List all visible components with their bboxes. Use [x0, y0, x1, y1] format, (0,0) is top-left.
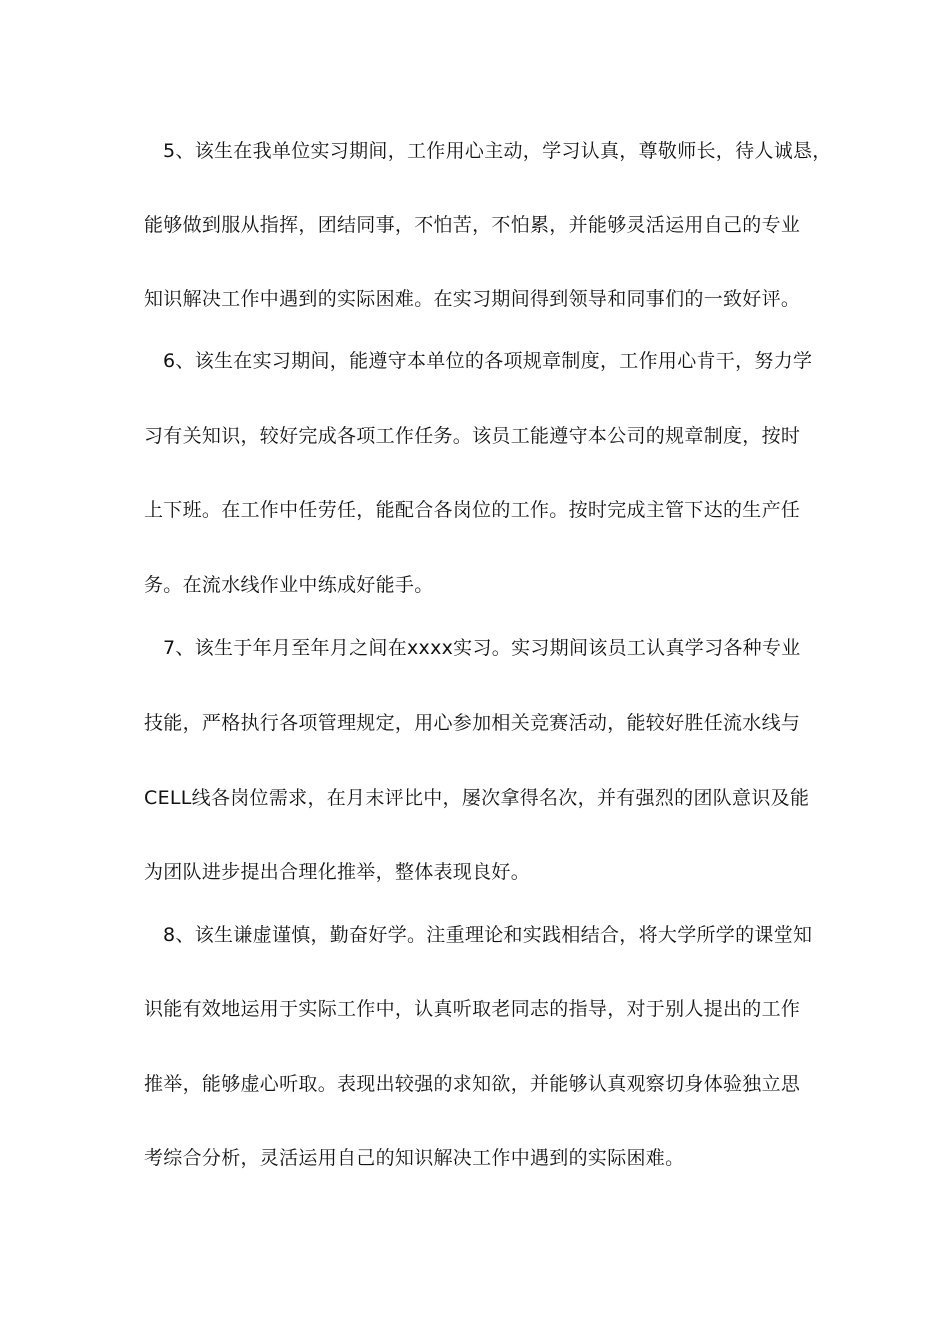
paragraph-7-line-3: CELL线各岗位需求，在月末评比中，屡次拿得名次，并有强烈的团队意识及能 — [144, 787, 810, 809]
paragraph-5-line-1: 5、该生在我单位实习期间，工作用心主动，学习认真，尊敬师长，待人诚恳， — [163, 140, 832, 162]
paragraph-5-line-2: 能够做到服从指挥，团结同事，不怕苦，不怕累，并能够灵活运用自己的专业 — [144, 214, 801, 236]
paragraph-7-line-1: 7、该生于年月至年月之间在xxxx实习。实习期间该员工认真学习各种专业 — [163, 637, 801, 659]
paragraph-6-line-3: 上下班。在工作中任劳任，能配合各岗位的工作。按时完成主管下达的生产任 — [144, 499, 801, 521]
paragraph-7-line-2: 技能，严格执行各项管理规定，用心参加相关竞赛活动，能较好胜任流水线与 — [144, 712, 801, 734]
paragraph-6-line-2: 习有关知识，较好完成各项工作任务。该员工能遵守本公司的规章制度，按时 — [144, 425, 801, 447]
paragraph-8-line-4: 考综合分析，灵活运用自己的知识解决工作中遇到的实际困难。 — [144, 1147, 685, 1169]
paragraph-6-line-1: 6、该生在实习期间，能遵守本单位的各项规章制度，工作用心肯干，努力学 — [163, 350, 813, 372]
paragraph-5-line-3: 知识解决工作中遇到的实际困难。在实习期间得到领导和同事们的一致好评。 — [144, 288, 801, 310]
paragraph-7-line-4: 为团队进步提出合理化推举，整体表现良好。 — [144, 861, 531, 883]
paragraph-8-line-1: 8、该生谦虚谨慎，勤奋好学。注重理论和实践相结合，将大学所学的课堂知 — [163, 924, 813, 946]
paragraph-6-line-4: 务。在流水线作业中练成好能手。 — [144, 574, 434, 596]
paragraph-8-line-3: 推举，能够虚心听取。表现出较强的求知欲，并能够认真观察切身体验独立思 — [144, 1073, 801, 1095]
paragraph-8-line-2: 识能有效地运用于实际工作中，认真听取老同志的指导，对于别人提出的工作 — [144, 998, 801, 1020]
